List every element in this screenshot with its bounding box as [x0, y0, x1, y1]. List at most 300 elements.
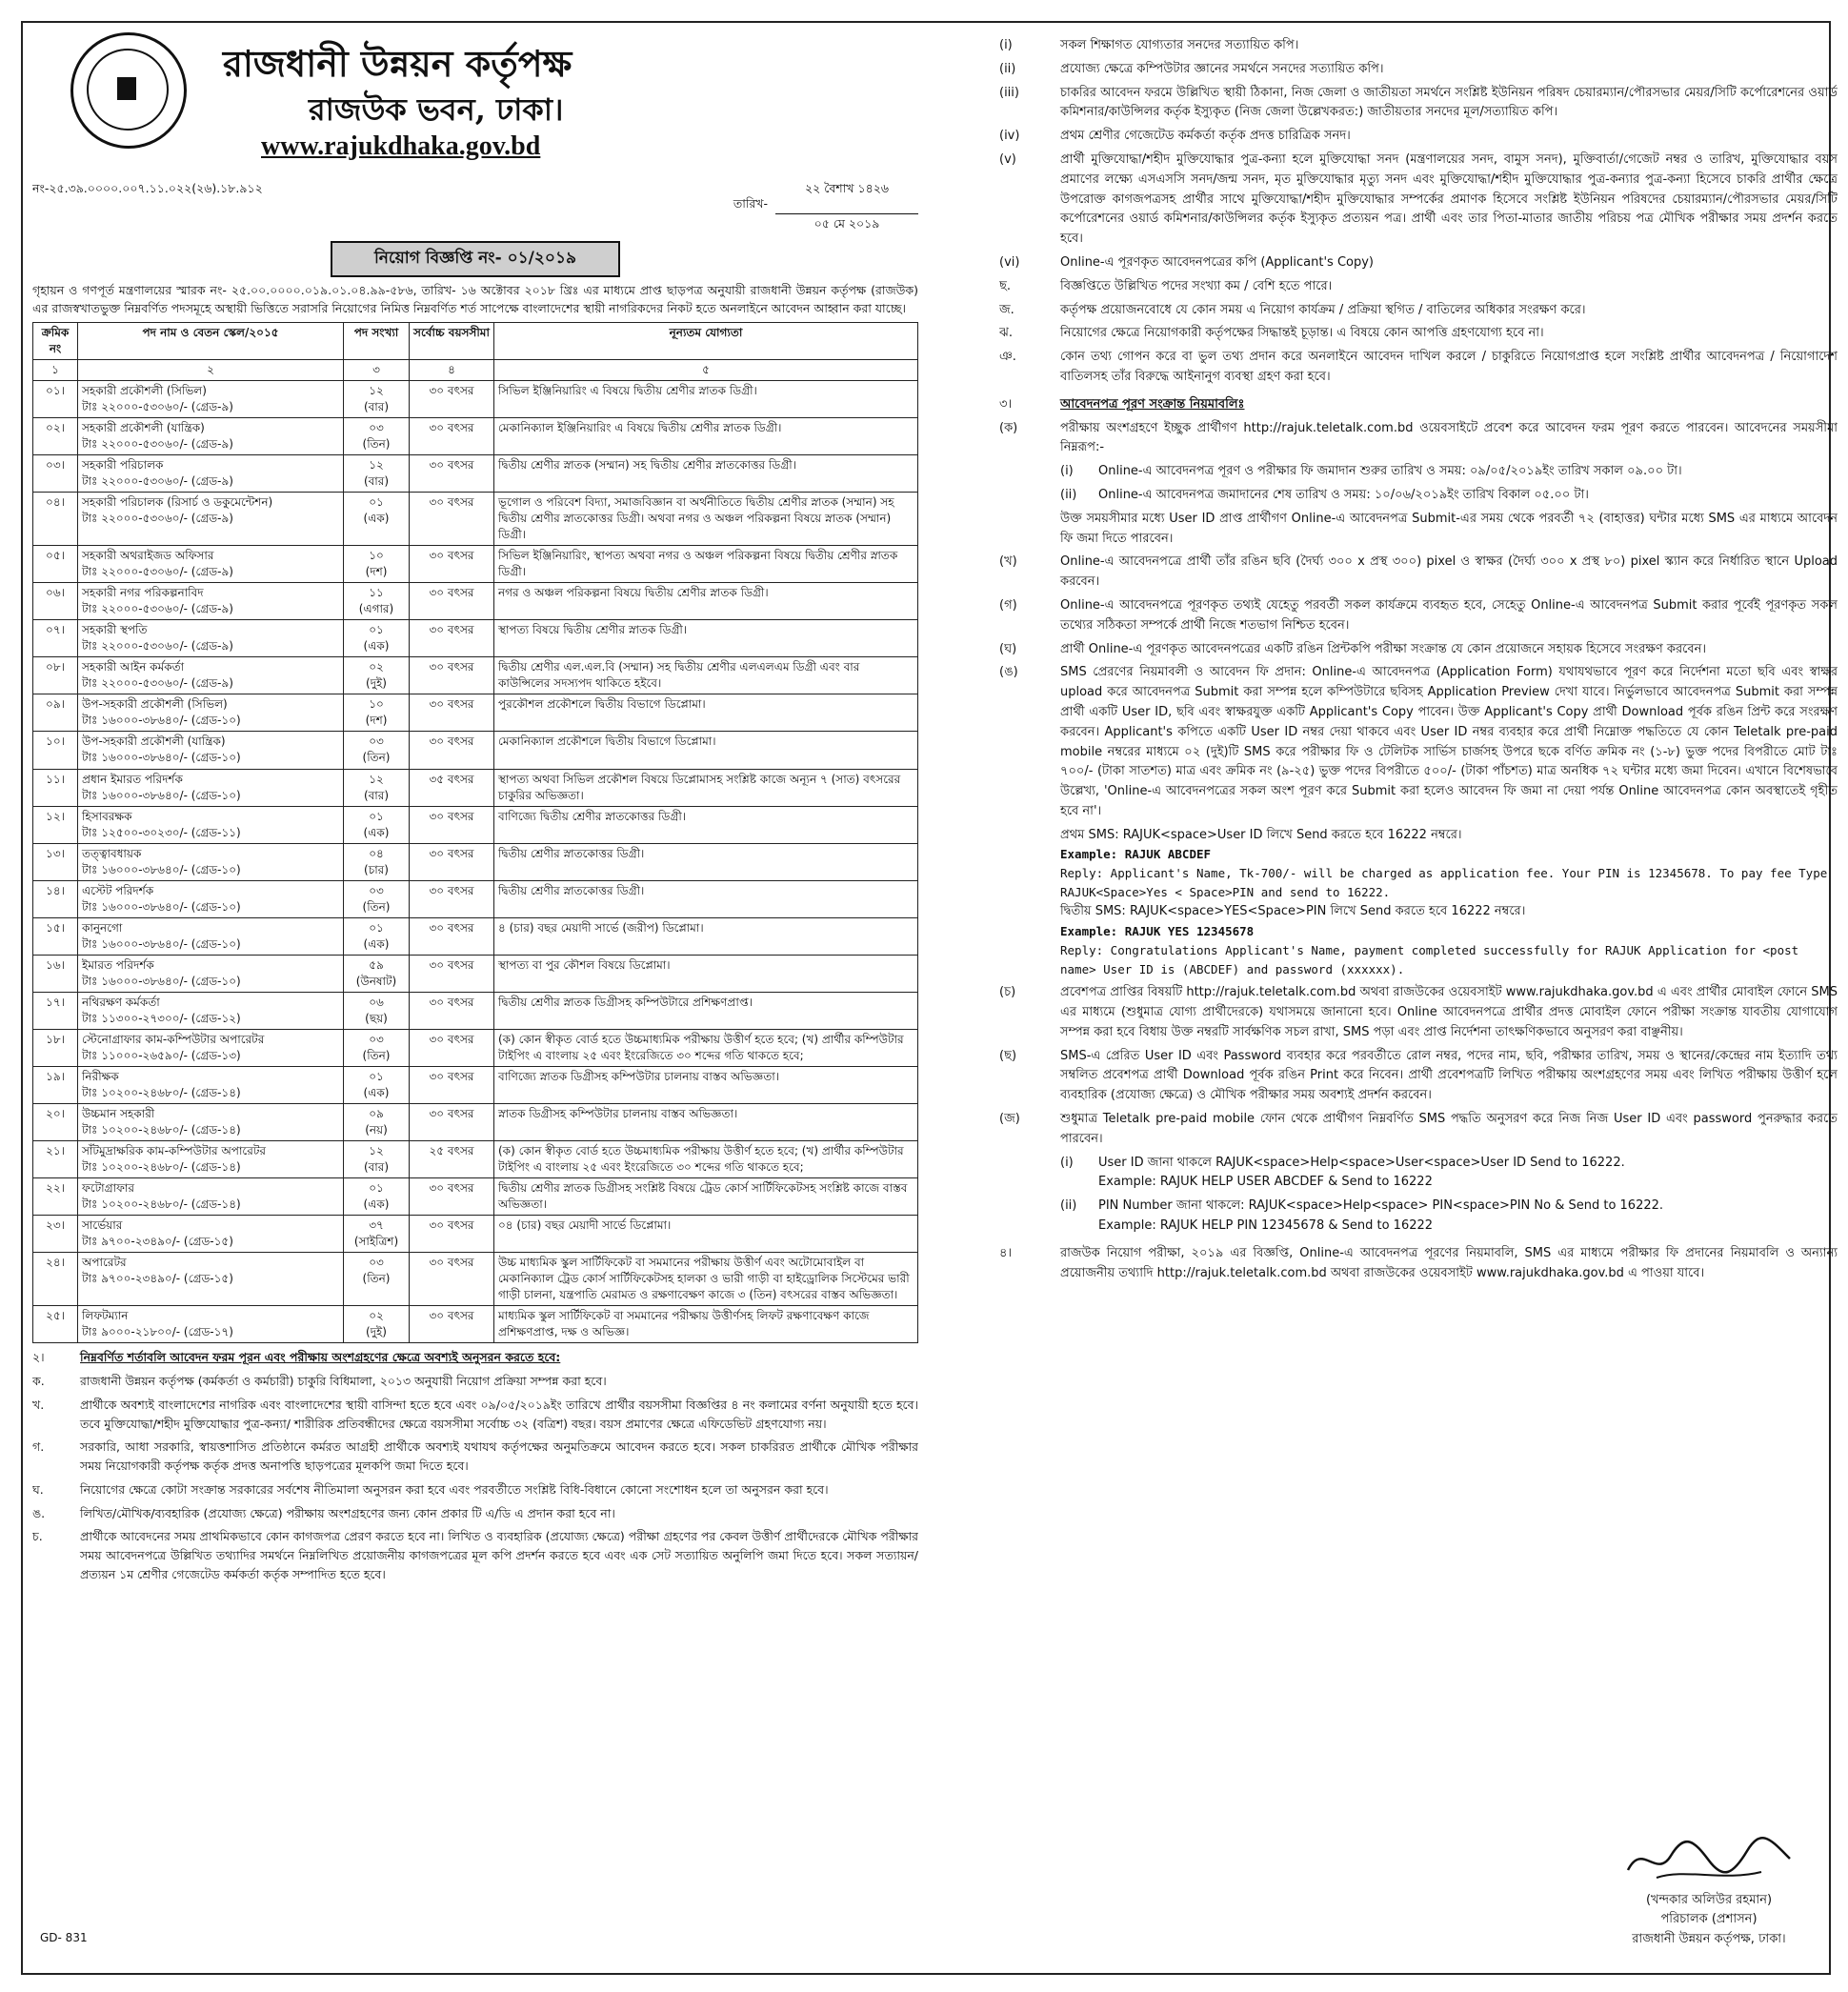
row-qualification: ভূগোল ও পরিবেশ বিদ্যা, সমাজবিজ্ঞান বা অর্থনীতিতে দ্বিতীয় শ্রেণীর স্নাতক (সম্মান) সহ দ্বিতীয় শ্রেণীর স্নাতকোত্তর ডিগ্রী। অথবা নগর ও অঞ্চল পরিকল্পনা বিষয়ে স্নাতক (সম্মান) ডিগ্রী। [494, 493, 918, 546]
post-count-words: (এক) [363, 1086, 390, 1100]
row-post [78, 732, 344, 769]
table-row [33, 417, 918, 454]
document-label: (ii) [999, 61, 1016, 76]
post-count-words: (বার) [363, 474, 390, 488]
row-count [344, 1029, 410, 1066]
conditions-list [32, 1372, 918, 1584]
row-post [78, 1029, 344, 1066]
row-count [344, 417, 410, 454]
row-serial: ০৪। [33, 493, 78, 546]
document-text: সকল শিক্ষাগত যোগ্যতার সনদের সত্যায়িত কপি। [1060, 38, 1299, 52]
post-name: সহকারী প্রকৌশলী (সিভিল) [82, 383, 207, 397]
rule-sub-label: (ii) [1060, 487, 1077, 502]
post-count: ০৩ [369, 883, 384, 897]
post-count-words: (ছয়) [365, 1011, 388, 1025]
pay-scale: টাঃ ২২০০০-৫৩০৬০/- (গ্রেড-৯) [82, 565, 233, 579]
post-count: ১০ [369, 697, 384, 712]
post-count: ০৩ [369, 1032, 384, 1046]
col-index: ৩ [344, 359, 410, 380]
condition-label: ঝ. [999, 326, 1013, 341]
row-post [78, 1141, 344, 1178]
post-name: প্রধান ইমারত পরিদর্শক [82, 772, 183, 786]
post-name: এস্টেট পরিদর্শক [82, 883, 154, 897]
condition-item [999, 348, 1838, 388]
memo-line [32, 181, 918, 235]
row-qualification: দ্বিতীয় শ্রেণীর স্নাতক ডিগ্রীসহ সংশ্লিষ্ট বিষয়ে ট্রেড কোর্স সার্টিফিকেটসহ সংশ্লিষ্ট কাজে বাস্তব অভিজ্ঞতা। [494, 1178, 918, 1216]
row-post [78, 620, 344, 657]
post-name: কানুনগো [82, 920, 123, 935]
row-count [344, 1141, 410, 1178]
section-4-text: রাজউক নিয়োগ পরীক্ষা, ২০১৯ এর বিজ্ঞপ্তি, Online-এ আবেদনপত্র পূরণের নিয়মাবলি, SMS এর মাধ্যমে পরীক্ষার ফি প্রদানের নিয়মাবলি ও অন্যান্য প্রয়োজনীয় তথ্যাদি http://rajuk.teletalk.com.bd অথবা রাজউকের ওয়েবসাইট www.rajukdhaka.gov.bd এ পাওয়া যাবে। [1060, 1245, 1838, 1280]
row-age: ৩০ বৎসর [410, 546, 494, 583]
pay-scale: টাঃ ১১০০০-২৬৫৯০/- (গ্রেড-১৩) [82, 1048, 241, 1062]
row-qualification: পুরকৌশল প্রকৌশলে দ্বিতীয় বিভাগে ডিপ্লোমা। [494, 694, 918, 732]
row-count [344, 1178, 410, 1216]
row-age: ৩০ বৎসর [410, 1253, 494, 1306]
row-qualification: (ক) কোন স্বীকৃত বোর্ড হতে উচ্চমাধ্যমিক পরীক্ষায় উত্তীর্ণ হতে হবে; (খ) প্রার্থীর কম্পিউটার টাইপিং এ বাংলায় ২৫ এবং ইংরেজিতে ৩০ শব্দের গতি থাকতে হবে; [494, 1141, 918, 1178]
pay-scale: টাঃ ১০২০০-২৪৬৮০/- (গ্রেড-১৪) [82, 1160, 241, 1175]
row-serial: ১৫। [33, 917, 78, 955]
condition-label: খ. [32, 1397, 45, 1412]
post-name: উচ্চমান সহকারী [82, 1107, 155, 1121]
post-name: স্টেনোগ্রাফার কাম-কম্পিউটার অপারেটর [82, 1032, 265, 1046]
row-serial: ০১। [33, 380, 78, 417]
rule-ja-ii-example: Example: RAJUK HELP PIN 12345678 & Send to 16222 [1098, 1218, 1434, 1234]
pay-scale: টাঃ ৯৭০০-২৩৪৯০/- (গ্রেড-১৫) [82, 1235, 233, 1249]
table-row [33, 657, 918, 694]
row-count [344, 917, 410, 955]
rule-sub-label: (ii) [1060, 1198, 1077, 1214]
sms-reply-2: Reply: Congratulations Applicant's Name, payment completed successfully for RAJUK Application for <post name> User ID is (ABCDEF) and password (xxxxxx). [1060, 943, 1799, 977]
row-post [78, 454, 344, 492]
document-label: (iii) [999, 85, 1019, 100]
post-name: হিসাবরক্ষক [82, 809, 132, 823]
pay-scale: টাঃ ২২০০০-৫৩০৬০/- (গ্রেড-৯) [82, 512, 233, 526]
pay-scale: টাঃ ১৬০০০-৩৮৬৪০/- (গ্রেড-১০) [82, 714, 241, 728]
pay-scale: টাঃ ১০২০০-২৪৬৮০/- (গ্রেড-১৪) [82, 1123, 241, 1137]
pay-scale: টাঃ ১২৫০০-৩০২৩০/- (গ্রেড-১১) [82, 825, 241, 839]
pay-scale: টাঃ ২২০০০-৫৩০৬০/- (গ্রেড-৯) [82, 676, 233, 691]
letterhead [32, 32, 918, 175]
pay-scale: টাঃ ২২০০০-৫৩০৬০/- (গ্রেড-৯) [82, 474, 233, 488]
document-item [999, 127, 1838, 147]
rule-label: (জ) [999, 1112, 1020, 1127]
post-count-words: (তিন) [362, 1272, 391, 1286]
row-qualification: দ্বিতীয় শ্রেণীর এল.এল.বি (সম্মান) সহ দ্বিতীয় শ্রেণীর এলএলএম ডিগ্রী এবং বার কাউন্সিলের সদস্যপদ থাকিতে হইবে। [494, 657, 918, 694]
post-count: ৩৭ [369, 1218, 384, 1233]
row-post [78, 583, 344, 620]
post-count: ০৩ [369, 734, 384, 749]
col-header-post: পদ নাম ও বেতন স্কেল/২০১৫ [78, 322, 344, 359]
table-row [33, 955, 918, 992]
row-count [344, 1216, 410, 1253]
row-post [78, 806, 344, 843]
document-text: Online-এ পূরণকৃত আবেদনপত্রের কপি (Applicant's Copy) [1060, 254, 1374, 270]
pay-scale: টাঃ ১৬০০০-৩৮৬৪০/- (গ্রেড-১০) [82, 974, 241, 988]
post-name: সহকারী পরিচালক [82, 457, 164, 472]
document-label: (i) [999, 38, 1013, 52]
rule-ja-ii: PIN Number জানা থাকলে: RAJUK<space>Help<space> PIN<space>PIN No & Send to 16222. [1098, 1198, 1664, 1214]
post-count-words: (এক) [363, 936, 390, 951]
pay-scale: টাঃ ১৬০০০-৩৮৬৪০/- (গ্রেড-১০) [82, 899, 241, 914]
org-subtitle: রাজউক ভবন, ঢাকা। [309, 91, 564, 128]
row-age: ৩০ বৎসর [410, 493, 494, 546]
row-post [78, 1216, 344, 1253]
row-qualification: দ্বিতীয় শ্রেণীর স্নাতকোত্তর ডিগ্রী। [494, 843, 918, 880]
row-serial: ১৭। [33, 992, 78, 1029]
row-serial: ১৬। [33, 955, 78, 992]
date-english: ০৫ মে ২০১৯ [775, 213, 918, 235]
row-serial: ২০। [33, 1104, 78, 1141]
row-count [344, 843, 410, 880]
post-count: ০১ [369, 920, 384, 935]
row-post [78, 1178, 344, 1216]
col-index: ১ [33, 359, 78, 380]
signatory-name: (খন্দকার অলিউর রহমান) [1645, 1892, 1773, 1907]
right-column [999, 32, 1838, 1963]
condition-item [32, 1438, 918, 1476]
row-serial: ০৬। [33, 583, 78, 620]
col-header-qualification: নূন্যতম যোগ্যতা [494, 322, 918, 359]
conditions-heading: নিম্নবর্ণিত শর্তাবলি আবেদন ফরম পূরন এবং পরীক্ষায় অংশগ্রহণের ক্ষেত্রে অবশ্যই অনুসরন করতে হবে: [80, 1350, 561, 1365]
row-age: ৩০ বৎসর [410, 732, 494, 769]
footer-code: GD- 831 [40, 1931, 88, 1944]
row-qualification: দ্বিতীয় শ্রেণীর স্নাতকোত্তর ডিগ্রী। [494, 880, 918, 917]
document-label: (iv) [999, 129, 1020, 144]
pay-scale: টাঃ ২২০০০-৫৩০৬০/- (গ্রেড-৯) [82, 399, 233, 413]
rule-label: (ঘ) [999, 641, 1017, 656]
condition-item [999, 324, 1838, 344]
table-row [33, 583, 918, 620]
table-row [33, 880, 918, 917]
condition-item [32, 1504, 918, 1523]
row-serial: ১৯। [33, 1067, 78, 1104]
document-label: (vi) [999, 254, 1020, 270]
pay-scale: টাঃ ১৬০০০-৩৮৬৪০/- (গ্রেড-১০) [82, 936, 241, 951]
rule-ja: শুধুমাত্র Teletalk pre-paid mobile ফোন থেকে প্রার্থীগণ নিম্নবর্ণিত SMS পদ্ধতি অনুসরণ করে নিজ নিজ User ID এবং password পুনরুদ্ধার করতে পারবেন। [1060, 1112, 1838, 1146]
row-post [78, 1253, 344, 1306]
condition-label: ঘ. [32, 1481, 44, 1497]
col-header-serial: ক্রমিক নং [33, 322, 78, 359]
row-count [344, 620, 410, 657]
row-serial: ১৮। [33, 1029, 78, 1066]
row-age: ৩০ বৎসর [410, 657, 494, 694]
post-count-words: (বার) [363, 788, 390, 802]
post-count-words: (দুই) [366, 1325, 387, 1339]
row-post [78, 1104, 344, 1141]
post-count: ০২ [369, 1309, 384, 1323]
condition-text: সরকারি, আধা সরকারি, স্বায়ত্তশাসিত প্রতিষ্ঠানে কর্মরত আগ্রহী প্রার্থীকে অবশ্যই যথাযথ কর্তৃপক্ষের অনুমতিক্রমে আবেদন করতে হবে। সকল চাকরিরত প্রার্থীকে মৌখিক পরীক্ষার সময় নিয়োগকারী কর্তৃপক্ষ কর্তৃক প্রদত্ত অনাপত্তি ছাড়পত্রের মূলকপি জমা দিতে হবে। [80, 1439, 918, 1474]
row-count [344, 806, 410, 843]
table-row [33, 493, 918, 546]
row-count [344, 769, 410, 806]
pay-scale: টাঃ ২২০০০-৫৩০৬০/- (গ্রেড-৯) [82, 602, 233, 616]
post-count: ০১ [369, 623, 384, 637]
pay-scale: টাঃ ২২০০০-৫৩০৬০/- (গ্রেড-৯) [82, 639, 233, 654]
post-name: উপ-সহকারী প্রকৌশলী (সিভিল) [82, 697, 228, 712]
post-count: ০২ [369, 660, 384, 674]
rule-label: (ঙ) [999, 665, 1018, 680]
post-count: ০৯ [369, 1107, 384, 1121]
row-age: ৩০ বৎসর [410, 917, 494, 955]
left-column [32, 32, 918, 1963]
documents-list [999, 36, 1838, 273]
table-row [33, 1253, 918, 1306]
pay-scale: টাঃ ১০২০০-২৪৬৮০/- (গ্রেড-১৪) [82, 1197, 241, 1212]
row-post [78, 1306, 344, 1343]
col-index: ৪ [410, 359, 494, 380]
row-qualification: সিভিল ইঞ্জিনিয়ারিং এ বিষয়ে দ্বিতীয় শ্রেণীর স্নাতক ডিগ্রী। [494, 380, 918, 417]
post-count: ১২ [369, 457, 384, 472]
sms-example-1: Example: RAJUK ABCDEF [1060, 847, 1212, 862]
more-conditions-list [999, 277, 1838, 388]
post-count: ০৬ [369, 995, 384, 1009]
row-age: ৩০ বৎসর [410, 992, 494, 1029]
row-serial: ০৭। [33, 620, 78, 657]
rule-ka-i: Online-এ আবেদনপত্র পূরণ ও পরীক্ষার ফি জমাদান শুরুর তারিখ ও সময়: ০৯/০৫/২০১৯ইং তারিখ সকাল ০৯.০০ টা। [1098, 464, 1682, 479]
row-age: ৩০ বৎসর [410, 955, 494, 992]
rule-label: (চ) [999, 985, 1016, 1000]
post-count-words: (চার) [364, 862, 389, 876]
row-qualification: মেকানিক্যাল ইঞ্জিনিয়ারিং এ বিষয়ে দ্বিতীয় শ্রেণীর স্নাতক ডিগ্রী। [494, 417, 918, 454]
post-count: ১১ [369, 586, 384, 600]
row-age: ৩০ বৎসর [410, 1178, 494, 1216]
post-count: ০৪ [369, 846, 384, 860]
post-name: সহকারী প্রকৌশলী (যান্ত্রিক) [82, 420, 205, 434]
table-row [33, 1178, 918, 1216]
row-age: ৩০ বৎসর [410, 880, 494, 917]
notice-number: নিয়োগ বিজ্ঞপ্তি নং- ০১/২০১৯ [331, 241, 620, 277]
signatory-designation: পরিচালক (প্রশাসন) [1660, 1912, 1758, 1927]
row-age: ৩০ বৎসর [410, 620, 494, 657]
org-website-link[interactable]: www.rajukdhaka.gov.bd [261, 131, 541, 161]
post-name: ফটোগ্রাফার [82, 1181, 134, 1196]
conditions-section [32, 1348, 918, 1583]
document-item [999, 84, 1838, 124]
row-count [344, 694, 410, 732]
rule-ka-note: উক্ত সময়সীমার মধ্যে User ID প্রাপ্ত প্রার্থীগণ Online-এ আবেদনপত্র Submit-এর সময় থেকে পরবর্তী ৭২ (বাহাত্তর) ঘন্টার মধ্যে SMS এর মাধ্যমে আবেদন ফি জমা দিতে পারবেন। [1060, 511, 1838, 546]
row-qualification: দ্বিতীয় শ্রেণীর স্নাতক ডিগ্রীসহ কম্পিউটারে প্রশিক্ষণপ্রাপ্ত। [494, 992, 918, 1029]
col-header-age: সর্বোচ্চ বয়সসীমা [410, 322, 494, 359]
post-name: সহকারী আইন কর্মকর্তা [82, 660, 185, 674]
row-serial: ০৩। [33, 454, 78, 492]
row-serial: ০৫। [33, 546, 78, 583]
rule-ka: পরীক্ষায় অংশগ্রহণে ইচ্ছুক প্রার্থীগণ http://rajuk.teletalk.com.bd ওয়েবসাইটে প্রবেশ করে আবেদন ফরম পূরণ করতে পারবেন। আবেদনের সময়সীমা নিম্নরূপ:- [1060, 420, 1838, 455]
condition-item [32, 1527, 918, 1583]
row-serial: ০২। [33, 417, 78, 454]
row-count [344, 583, 410, 620]
row-age: ৩০ বৎসর [410, 454, 494, 492]
condition-text: বিজ্ঞপ্তিতে উল্লিখিত পদের সংখ্যা কম / বেশি হতে পারে। [1060, 278, 1333, 293]
post-count: ০১ [369, 1181, 384, 1196]
row-qualification: উচ্চ মাধ্যমিক স্কুল সার্টিফিকেট বা সমমানের পরীক্ষায় উত্তীর্ণ এবং অটোমোবাইল বা মেকানিক্যাল ট্রেড কোর্স সার্টিফিকেটসহ হালকা ও ভারী গাড়ী বা হাইড্রোলিক সিস্টেমের ভারী গাড়ী চালনা, যন্ত্রপাতি মেরামত ও রক্ষণাবেক্ষণ কাজে ৩ (তিন) বৎসরের বাস্তব অভিজ্ঞতা। [494, 1253, 918, 1306]
row-count [344, 880, 410, 917]
date-bangla: ২২ বৈশাখ ১৪২৬ [805, 181, 889, 195]
pay-scale: টাঃ ১৬০০০-৩৮৬৪০/- (গ্রেড-১০) [82, 751, 241, 765]
posts-table-body [33, 380, 918, 1343]
row-post [78, 955, 344, 992]
row-count [344, 380, 410, 417]
condition-item [999, 301, 1838, 321]
row-serial: ০৮। [33, 657, 78, 694]
condition-label: জ. [999, 302, 1014, 317]
post-count-words: (এক) [363, 639, 390, 654]
row-serial: ১০। [33, 732, 78, 769]
post-count-words: (নয়) [365, 1123, 388, 1137]
row-qualification: ৪ (চার) বছর মেয়াদী সার্ভে (জরীপ) ডিপ্লোমা। [494, 917, 918, 955]
rule-kha: Online-এ আবেদনপত্রে প্রার্থী তাঁর রঙিন ছবি (দৈর্ঘ্য ৩০০ x প্রস্থ ৩০০) pixel ও স্বাক্ষর (দৈর্ঘ্য ৩০০ x প্রস্থ ৮০) pixel স্ক্যান করে নির্ধারিত স্থানে Upload করবেন। [1060, 554, 1838, 590]
condition-text: কোন তথ্য গোপন করে বা ভুল তথ্য প্রদান করে অনলাইনে আবেদন দাখিল করলে / চাকুরিতে নিয়োগপ্রাপ্ত হলে সংশ্লিষ্ট প্রার্থীর আবেদনপত্র / নিয়োগাদেশ বাতিলসহ তাঁর বিরুদ্ধে আইনানুগ ব্যবস্থা গ্রহণ করা হবে। [1060, 350, 1838, 384]
post-name: উপ-সহকারী প্রকৌশলী (যান্ত্রিক) [82, 734, 226, 749]
post-count: ৫৯ [369, 957, 384, 972]
condition-text: নিয়োগের ক্ষেত্রে কোটা সংক্রান্ত সরকারের সর্বশেষ নীতিমালা অনুসরন করা হবে এবং পরবর্তীতে সংশ্লিষ্ট বিধি-বিধানে কোনো সংশোধন হলে তা অনুসরন করা হবে। [80, 1481, 829, 1497]
rules-heading: আবেদনপত্র পূরণ সংক্রান্ত নিয়মাবলিঃ [1060, 396, 1245, 412]
pay-scale: টাঃ ১০২০০-২৪৬৮০/- (গ্রেড-১৪) [82, 1086, 241, 1100]
table-row [33, 769, 918, 806]
post-name: সহকারী নগর পরিকল্পনাবিদ [82, 586, 204, 600]
date-label: তারিখ- [733, 196, 768, 211]
table-row [33, 1067, 918, 1104]
rule-ga: Online-এ আবেদনপত্রে পূরণকৃত তথ্যই যেহেতু পরবর্তী সকল কার্যক্রমে ব্যবহৃত হবে, সেহেতু Online-এ আবেদনপত্র Submit করার পূর্বেই পূরণকৃত সকল তথ্যের সঠিকতা সম্পর্কে প্রার্থী নিজে শতভাগ নিশ্চিত হবেন। [1060, 597, 1838, 633]
row-qualification: স্থাপত্য বিষয়ে দ্বিতীয় শ্রেণীর স্নাতক ডিগ্রী। [494, 620, 918, 657]
col-index: ২ [78, 359, 344, 380]
table-row [33, 1104, 918, 1141]
post-count: ০১ [369, 495, 384, 510]
row-qualification: বাণিজ্যে দ্বিতীয় শ্রেণীর স্নাতকোত্তর ডিগ্রী। [494, 806, 918, 843]
row-age: ৩০ বৎসর [410, 1216, 494, 1253]
row-qualification: মেকানিক্যাল প্রকৌশলে দ্বিতীয় বিভাগে ডিপ্লোমা। [494, 732, 918, 769]
row-serial: ২৩। [33, 1216, 78, 1253]
signature-scribble-icon [1618, 1832, 1799, 1883]
post-count-words: (তিন) [362, 751, 391, 765]
intro-paragraph: গৃহায়ন ও গণপূর্ত মন্ত্রণালয়ের স্মারক নং- ২৫.০০.০০০০.০১৯.০১.০৪.৯৯-৫৮৬, তারিখ- ১৬ অক্টোবর ২০১৮ খ্রিঃ এর মাধ্যমে প্রাপ্ত ছাড়পত্র অনুযায়ী রাজধানী উন্নয়ন কর্তৃপক্ষ (রাজউক) এর রাজস্বখাতভুক্ত নিম্নবর্ণিত পদসমূহে অস্থায়ী ভিত্তিতে সরাসরি নিয়োগের নিমিত্ত নিম্নবর্ণিত শর্ত সাপেক্ষে বাংলাদেশের স্থায়ী নাগরিকদের নিকট হতে অনলাইনে আবেদন আহ্বান করা যাচ্ছে। [32, 283, 918, 316]
rules-heading-row [999, 395, 1838, 415]
post-count: ১২ [369, 383, 384, 397]
row-serial: ২৪। [33, 1253, 78, 1306]
document-item [999, 36, 1838, 56]
row-age: ৩০ বৎসর [410, 1104, 494, 1141]
post-name: সহকারী স্থপতি [82, 623, 148, 637]
post-count-words: (তিন) [362, 899, 391, 914]
row-count [344, 657, 410, 694]
row-count [344, 1104, 410, 1141]
post-count: ১২ [369, 772, 384, 786]
document-text: চাকরির আবেদন ফরমে উল্লিখিত স্থায়ী ঠিকানা, নিজ জেলা ও জাতীয়তা সমর্থনে সংশ্লিষ্ট ইউনিয়ন পরিষদ চেয়ারম্যান/পৌরসভার মেয়র/সিটি কর্পোরেশনের ওয়ার্ড কমিশনার/কাউন্সিলর কর্তৃক ইস্যুকৃত (নিজ জেলা উল্লেখকরত:) জাতীয়তার সনদের মূল/সত্যায়িত কপি। [1060, 85, 1838, 120]
row-qualification: (ক) কোন স্বীকৃত বোর্ড হতে উচ্চমাধ্যমিক পরীক্ষায় উত্তীর্ণ হতে হবে; (খ) প্রার্থীর কম্পিউটার টাইপিং এ বাংলায় ২৫ এবং ইংরেজিতে ৩০ শব্দের গতি থাকতে হবে; [494, 1029, 918, 1066]
post-name: তত্ত্বাবধায়ক [82, 846, 142, 860]
row-qualification: স্থাপত্য বা পুর কৌশল বিষয়ে ডিপ্লোমা। [494, 955, 918, 992]
document-item [999, 253, 1838, 273]
post-count-words: (উনষাট) [355, 974, 397, 988]
post-name: ইমারত পরিদর্শক [82, 957, 154, 972]
signatory-org: রাজধানী উন্নয়ন কর্তৃপক্ষ, ঢাকা। [1632, 1932, 1786, 1947]
row-post [78, 417, 344, 454]
pay-scale: টাঃ ৯৭০০-২৩৪৯০/- (গ্রেড-১৫) [82, 1272, 233, 1286]
row-age: ৩০ বৎসর [410, 843, 494, 880]
post-count: ১০ [369, 549, 384, 563]
condition-item [32, 1372, 918, 1391]
row-count [344, 493, 410, 546]
rule-label: (গ) [999, 597, 1017, 613]
condition-text: রাজধানী উন্নয়ন কর্তৃপক্ষ (কর্মকর্তা ও কর্মচারী) চাকুরি বিধিমালা, ২০১৩ অনুযায়ী নিয়োগ প্রক্রিয়া সম্পন্ন করা হবে। [80, 1374, 607, 1389]
sms-instructions [1060, 826, 1838, 980]
section-number: ৩। [999, 396, 1013, 412]
section-number: ৪। [999, 1245, 1013, 1260]
row-post [78, 546, 344, 583]
rule-uma: SMS প্রেরণের নিয়মাবলী ও আবেদন ফি প্রদান: Online-এ আবেদনপত্র (Application Form) যথাযথভাবে পূরণ করে নির্দেশনা মতো ছবি এবং স্বাক্ষর upload করে আবেদনপত্র Submit করা সম্পন্ন হলে কম্পিউটারে ছবিসহ Application Preview দেখা যাবে। নির্ভুলভাবে আবেদনপত্র Submit করা সম্পন্ন প্রার্থী একটি User ID, ছবি এবং স্বাক্ষরযুক্ত একটি Applicant's Copy পাবেন। উক্ত Applicant's Copy প্রার্থী Download পূর্বক রঙিন প্রিন্ট করে সংরক্ষণ করবেন। Applicant's কপিতে একটি User ID নম্বর দেয়া থাকবে এবং User ID নম্বর ব্যবহার করে প্রার্থী নিম্নোক্ত পদ্ধতিতে যে কোন Teletalk pre-paid mobile নম্বরের মাধ্যমে ০২ (দুই)টি SMS করে পরীক্ষার ফি ও টেলিটক সার্ভিস চার্জসহ উপরে ছকে বর্ণিত ক্রমিক নং (১-৮) ভুক্ত পদের বিপরীতে মোট টাঃ ৭০০/- (টাকা সাতশত) মাত্র এবং ক্রমিক নং (৯-২৫) ভুক্ত পদের বিপরীতে ৫০০/- (টাকা পাঁচশত) মাত্র অনধিক ৭২ ঘন্টার মধ্যে জমা দিবেন। এখানে বিশেষভাবে উল্লেখ্য, 'Online-এ আবেদনপত্রের সকল অংশ পূরণ করে Submit করা হলেও আবেদন ফি জমা না দেয়া পর্যন্ত Online আবেদনপত্র কোন অবস্থাতেই গৃহীত হবে না'। [1060, 665, 1838, 818]
condition-label: ঙ. [32, 1505, 46, 1520]
table-row [33, 992, 918, 1029]
row-age: ৩০ বৎসর [410, 1306, 494, 1343]
row-post [78, 880, 344, 917]
post-count-words: (সাইত্রিশ) [353, 1235, 399, 1249]
col-index: ৫ [494, 359, 918, 380]
post-count: ০৩ [369, 420, 384, 434]
row-count [344, 1067, 410, 1104]
sms-example-2: Example: RAJUK YES 12345678 [1060, 924, 1255, 939]
post-count-words: (দুই) [366, 676, 387, 691]
notice-page [21, 21, 1838, 1975]
rule-label: (ক) [999, 420, 1018, 435]
table-row [33, 806, 918, 843]
row-serial: ০৯। [33, 694, 78, 732]
post-name: নিরীক্ষক [82, 1070, 119, 1083]
document-item [999, 60, 1838, 80]
row-serial: ২২। [33, 1178, 78, 1216]
table-row [33, 620, 918, 657]
row-count [344, 732, 410, 769]
condition-item [999, 277, 1838, 297]
document-item [999, 151, 1838, 250]
row-post [78, 694, 344, 732]
rule-sub-label: (i) [1060, 464, 1074, 479]
post-name: সার্ভেয়ার [82, 1218, 123, 1233]
row-count [344, 992, 410, 1029]
condition-text: নিয়োগের ক্ষেত্রে নিয়োগকারী কর্তৃপক্ষের সিদ্ধান্তই চূড়ান্ত। এ বিষয়ে কোন আপত্তি গ্রহণযোগ্য হবে না। [1060, 326, 1544, 341]
row-qualification: মাধ্যমিক স্কুল সার্টিফিকেট বা সমমানের পরীক্ষায় উত্তীর্ণসহ লিফট রক্ষণাবেক্ষণ কাজে প্রশিক্ষণপ্রাপ্ত, দক্ষ ও অভিজ্ঞ। [494, 1306, 918, 1343]
row-serial: ২৫। [33, 1306, 78, 1343]
condition-item [32, 1396, 918, 1434]
row-serial: ১৪। [33, 880, 78, 917]
pay-scale: টাঃ ২২০০০-৫৩০৬০/- (গ্রেড-৯) [82, 436, 233, 451]
row-post [78, 380, 344, 417]
condition-label: ক. [32, 1374, 45, 1389]
row-post [78, 657, 344, 694]
rajuk-logo-icon [70, 32, 187, 149]
post-count-words: (বার) [363, 399, 390, 413]
row-qualification: সিভিল ইঞ্জিনিয়ারিং, স্থাপত্য অথবা নগর ও অঞ্চল পরিকল্পনা বিষয়ে দ্বিতীয় শ্রেণীর স্নাতক ডিগ্রী। [494, 546, 918, 583]
row-age: ৩০ বৎসর [410, 417, 494, 454]
table-row [33, 732, 918, 769]
post-count: ০১ [369, 1070, 384, 1083]
row-post [78, 992, 344, 1029]
condition-text: প্রার্থীকে আবেদনের সময় প্রাথমিকভাবে কোন কাগজপত্র প্রেরণ করতে হবে না। লিখিত ও ব্যবহারিক (প্রযোজ্য ক্ষেত্রে) পরীক্ষা গ্রহণের পর কেবল উত্তীর্ণ প্রার্থীদেরকে মৌখিক পরীক্ষার সময় আবেদনপত্রে উল্লিখিত তথ্যাদির সমর্থনে নিম্নলিখিত প্রয়োজনীয় কাগজপত্রের মূল কপি প্রদর্শন করতে হবে এবং এক সেট সত্যায়িত অনুলিপি জমা দিতে হবে। সকল সত্যায়ন/প্রত্যয়ন ১ম শ্রেণীর গেজেটেড কর্মকর্তা কর্তৃক সম্পাদিত হতে হবে। [80, 1529, 918, 1581]
table-row [33, 1141, 918, 1178]
table-row [33, 546, 918, 583]
section-number: ২। [32, 1350, 45, 1365]
post-count-words: (দশ) [365, 565, 388, 579]
post-count: ১২ [369, 1144, 384, 1158]
rule-cha: প্রবেশপত্র প্রাপ্তির বিষয়টি http://rajuk.teletalk.com.bd অথবা রাজউকের ওয়েবসাইট www.rajukdhaka.gov.bd এ এবং প্রার্থীর মোবাইল ফোনে SMS এর মাধ্যমে (শুধুমাত্র যোগ্য প্রার্থীদেরকে) যথাসময়ে জানানো হবে। Online আবেদনপত্রে প্রার্থীর প্রদত্ত মোবাইল ফোনে পরীক্ষা সংক্রান্ত যাবতীয় যোগাযোগ সম্পন্ন করা হবে বিধায় উক্ত নম্বরটি সার্বক্ষণিক সচল রাখা, SMS পড়া এবং প্রাপ্ত নির্দেশনা তাৎক্ষণিকভাবে অনুসরণ করা বাঞ্ছনীয়। [1060, 985, 1838, 1039]
post-count: ০৩ [369, 1256, 384, 1270]
post-count-words: (দশ) [365, 714, 388, 728]
rule-label: (খ) [999, 554, 1017, 570]
row-qualification: দ্বিতীয় শ্রেণীর স্নাতক (সম্মান) সহ দ্বিতীয় শ্রেণীর স্নাতকোত্তর ডিগ্রী। [494, 454, 918, 492]
row-age: ৩০ বৎসর [410, 1067, 494, 1104]
row-post [78, 769, 344, 806]
row-count [344, 1253, 410, 1306]
rule-sub-label: (i) [1060, 1155, 1074, 1170]
